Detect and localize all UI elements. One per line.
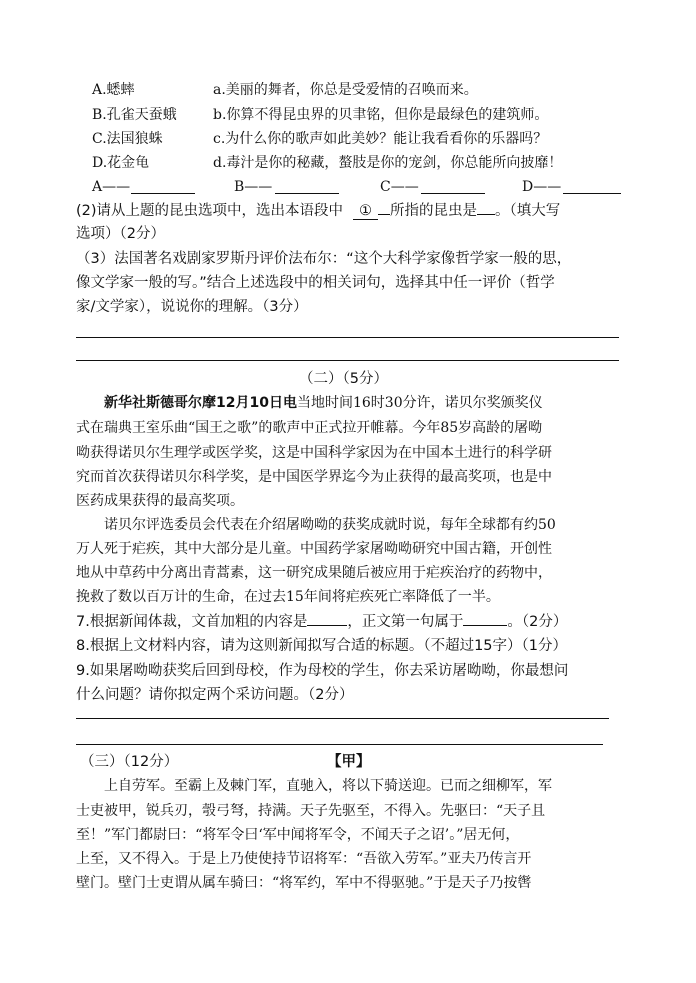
news-p1-line3: 究而首次获得诺贝尔科学奖，是中国医学界迄今为止获得的最高奖项，也是中 — [76, 469, 552, 485]
q2-line1 — [76, 200, 560, 221]
option-left-c: C.法国狼蛛 — [92, 131, 163, 147]
q2-text-a: (2)请从上题的昆虫选项中，选出本语段中 — [76, 203, 344, 219]
q7-line — [76, 611, 567, 632]
q7-blank-1[interactable] — [307, 611, 347, 626]
news-first-line — [104, 393, 543, 413]
section3-jia: 【甲】 — [327, 754, 371, 770]
passage-line2: 至！”军门都尉曰：“将军令曰‘军中闻将军令，不闻天子之诏’。”居无何， — [76, 827, 520, 843]
q2-text-b: 所指的昆虫是 — [390, 203, 478, 219]
news-p1-line2: 呦获得诺贝尔生理学或医学奖，这是中国科学家因为在中国本土进行的科学研 — [76, 445, 552, 461]
answer-label-a: A—— — [92, 179, 131, 195]
q9-line2: 什么问题？请你拟定两个采访问题。（2分） — [76, 687, 354, 703]
answer-line-4[interactable] — [76, 744, 603, 745]
q7-text-a: 7.根据新闻体裁，文首加粗的内容是 — [76, 614, 308, 630]
option-right-b: b.你算不得昆虫界的贝聿铭，但你是最绿色的建筑师。 — [213, 107, 549, 123]
q7-text-b: ，正文第一句属于 — [347, 614, 464, 630]
answer-blank-b[interactable] — [275, 193, 339, 194]
answer-blank-c[interactable] — [421, 193, 485, 194]
news-lead-bold: 新华社斯德哥尔摩12月10日电 — [104, 395, 297, 411]
option-left-b: B.孔雀天蚕蛾 — [92, 107, 177, 123]
news-p2-line3: 挽救了数以百万计的生命，在过去15年间将疟疾死亡率降低了一半。 — [76, 589, 500, 605]
q7-blank-2[interactable] — [463, 611, 507, 626]
news-p2-line2: 地从中草药中分离出青蒿素，这一研究成果随后被应用于疟疾治疗的药物中， — [76, 565, 552, 581]
answer-line-1[interactable] — [76, 337, 619, 338]
answer-line-3[interactable] — [76, 718, 609, 719]
passage-line3: 上至，又不得入。于是上乃使使持节诏将军：“吾欲入劳军。”亚夫乃传言开 — [76, 851, 532, 867]
q3-line3: 家/文学家），说说你的理解。（3分） — [76, 299, 308, 315]
passage-line1: 士吏被甲，锐兵刃，彀弓弩，持满。天子先驱至，不得入。先驱曰：“天子且 — [76, 803, 546, 819]
news-p2-line1: 万人死于疟疾，其中大部分是儿童。中国药学家屠呦呦研究中国古籍，开创性 — [76, 541, 552, 557]
news-p2-line0: 诺贝尔评选委员会代表在介绍屠呦呦的获奖成就时说，每年全球都有约50 — [104, 517, 556, 533]
q3-line2: 像文学家一般的写。”结合上述选段中的相关词句，选择其中任一评价（哲学 — [76, 275, 555, 291]
option-right-d: d.毒汁是你的秘藏，螯肢是你的宠剑，你总能所向披靡！ — [213, 155, 563, 171]
option-right-c: c.为什么你的歌声如此美妙？能让我看看你的乐器吗？ — [213, 131, 548, 147]
news-p1-line0: 当地时间16时30分许，诺贝尔奖颁奖仪 — [296, 395, 543, 411]
q2-marker: ① — [353, 203, 378, 220]
section2-title: （二）（5分） — [299, 371, 388, 387]
q9-line1: 9.如果屠呦呦获奖后回到母校，作为母校的学生，你去采访屠呦呦，你最想问 — [76, 663, 569, 679]
answer-blank-a[interactable] — [131, 193, 195, 194]
q2-text-c: 。（填大写 — [495, 203, 561, 219]
news-p1-line1: 式在瑞典王室乐曲“国王之歌”的歌声中正式拉开帷幕。今年85岁高龄的屠呦 — [76, 420, 543, 436]
answer-blank-d[interactable] — [563, 193, 621, 194]
section3-title: （三）（12分） — [80, 754, 179, 770]
passage-line4: 壁门。壁门士吏谓从属车骑曰：“将军约，军中不得驱驰。”于是天子乃按辔 — [76, 875, 532, 891]
option-right-a: a.美丽的舞者，你总是受爱情的召唤而来。 — [213, 82, 478, 98]
answer-line-2[interactable] — [76, 360, 619, 361]
q8-line: 8.根据上文材料内容，请为这则新闻拟写合适的标题。（不超过15字）（1分） — [76, 638, 568, 654]
answer-label-d: D—— — [522, 179, 562, 195]
q2-answer-blank[interactable] — [477, 200, 495, 215]
q3-line1: （3）法国著名戏剧家罗斯丹评价法布尔：“这个大科学家像哲学家一般的思， — [76, 251, 572, 267]
answer-label-b: B—— — [234, 179, 273, 195]
passage-line0: 上自劳军。至霸上及棘门军，直驰入，将以下骑送迎。已而之细柳军，军 — [104, 778, 552, 794]
q2-line2: 选项）（2分） — [76, 226, 165, 242]
answer-label-c: C—— — [380, 179, 419, 195]
q7-text-c: 。（2分） — [507, 614, 568, 630]
option-left-a: A.蟋蟀 — [92, 82, 135, 98]
option-left-d: D.花金龟 — [92, 155, 150, 171]
news-p1-line4: 医药成果获得的最高奖项。 — [76, 493, 244, 509]
